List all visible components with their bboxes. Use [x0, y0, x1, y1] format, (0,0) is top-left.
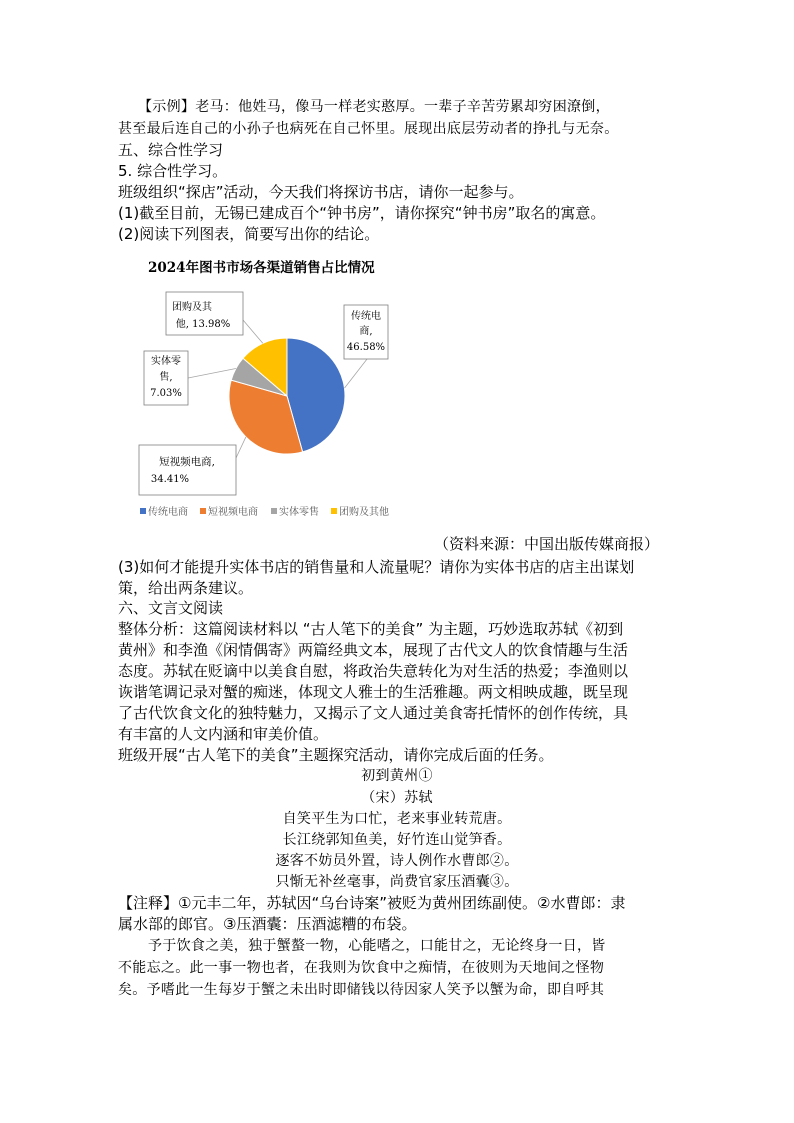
pie-label-1c: 46.58%	[346, 342, 386, 353]
label-box-physical-retail	[144, 351, 188, 405]
leader-line-4	[243, 320, 263, 343]
poem-author: （宋）苏轼	[361, 790, 433, 806]
chart-legend	[140, 505, 389, 518]
item-5-title: 5. 综合性学习。	[118, 162, 228, 180]
legend-swatch-4	[331, 508, 337, 514]
pie-label-3a: 实体零	[151, 356, 181, 367]
pie-label-1b: 商,	[359, 326, 373, 337]
pie-label-1a: 传统电	[351, 311, 381, 322]
poem-line-4: 只惭无补丝毫事，尚费官家压酒囊③。	[275, 874, 519, 890]
notes-line-1: 【注释】①元丰二年，苏轼因“乌台诗案”被贬为黄州团练副使。②水曹郎：隶	[118, 894, 626, 912]
question-3-line-1: (3)如何才能提升实体书店的销售量和人流量呢？请你为实体书店的店主出谋划	[118, 558, 635, 576]
pie-label-4b: 他, 13.98%	[175, 319, 231, 330]
legend-label-4: 团购及其他	[339, 507, 389, 518]
legend-swatch-1	[140, 508, 146, 514]
legend-label-2: 短视频电商	[208, 507, 258, 518]
analysis-line-6: 有丰富的人文内涵和审美价值。	[118, 725, 329, 743]
legend-label-1: 传统电商	[148, 507, 188, 518]
prose-line-1: 予于饮食之美，独于蟹螯一物，心能嗜之，口能甘之，无论终身一日，皆	[148, 938, 606, 954]
label-box-group-buy-other	[166, 292, 243, 335]
question-1: (1)截至目前，无锡已建成百个“钟书房”，请你探究“钟书房”取名的寓意。	[118, 204, 606, 222]
analysis-line-1: 整体分析：这篇阅读材料以 “古人笔下的美食” 为主题，巧妙选取苏轼《初到	[118, 620, 624, 638]
leader-line-3	[188, 369, 236, 378]
pie-slices	[229, 338, 345, 454]
legend-swatch-2	[200, 508, 206, 514]
question-2: (2)阅读下列图表，简要写出你的结论。	[118, 225, 380, 243]
poem-line-3: 逐客不妨员外置，诗人例作水曹郎②。	[275, 853, 519, 869]
prose-line-3: 矣。予嗜此一生每岁于蟹之未出时即储钱以待因家人笑予以蟹为命，即自呼其	[118, 982, 605, 998]
pie-label-3b: 售,	[159, 372, 173, 383]
legend-label-3: 实体零售	[279, 507, 319, 518]
pie-label-3c: 7.03%	[150, 388, 182, 399]
leader-line-2	[236, 437, 246, 458]
analysis-line-4: 诙谐笔调记录对蟹的痴迷，体现文人雅士的生活雅趣。两文相映成趣，既呈现	[118, 683, 629, 701]
analysis-line-2: 黄州》和李渔《闲情偶寄》两篇经典文本，展现了古代文人的饮食情趣与生活	[118, 641, 629, 659]
example-line-1: 【示例】老马：他姓马，像马一样老实憨厚。一辈子辛苦劳累却穷困潦倒，	[138, 99, 610, 115]
pie-label-4a: 团购及其	[172, 302, 212, 313]
pie-label-2a: 短视频电商,	[159, 456, 215, 468]
section-5-heading: 五、综合性学习	[118, 141, 224, 159]
poem-line-1: 自笑平生为口忙，老来事业转荒唐。	[282, 811, 512, 827]
label-box-short-video-ecommerce	[139, 445, 236, 495]
pie-label-2b: 34.41%	[150, 474, 190, 485]
analysis-line-3: 态度。苏轼在贬谪中以美食自慰，将政治失意转化为对生活的热爱；李渔则以	[118, 662, 629, 680]
example-line-2: 甚至最后连自己的小孙子也病死在自己怀里。展现出底层劳动者的挣扎与无奈。	[118, 121, 619, 137]
section-6-heading: 六、文言文阅读	[118, 599, 224, 617]
chart-title: 2024年图书市场各渠道销售占比情况	[148, 260, 375, 276]
analysis-line-5: 了古代饮食文化的独特魅力，又揭示了文人通过美食寄托情怀的创作传统，具	[118, 704, 629, 722]
poem-line-2: 长江绕郭知鱼美，好竹连山觉笋香。	[282, 832, 512, 848]
chart-source: （资料来源：中国出版传媒商报）	[434, 535, 660, 553]
question-3-line-2: 策，给出两条建议。	[118, 579, 254, 597]
poem-title: 初到黄州①	[361, 768, 433, 784]
legend-swatch-3	[271, 508, 277, 514]
label-box-traditional-ecommerce	[344, 305, 388, 359]
prose-line-2: 不能忘之。此一事一物也者，在我则为饮食中之痴情，在彼则为天地间之怪物	[118, 960, 605, 976]
activity-line: 班级开展“古人笔下的美食”主题探究活动，请你完成后面的任务。	[118, 746, 554, 764]
activity-intro: 班级组织“探店”活动，今天我们将探访书店，请你一起参与。	[118, 183, 524, 201]
notes-line-2: 属水部的郎官。③压酒囊：压酒滤糟的布袋。	[118, 915, 417, 933]
